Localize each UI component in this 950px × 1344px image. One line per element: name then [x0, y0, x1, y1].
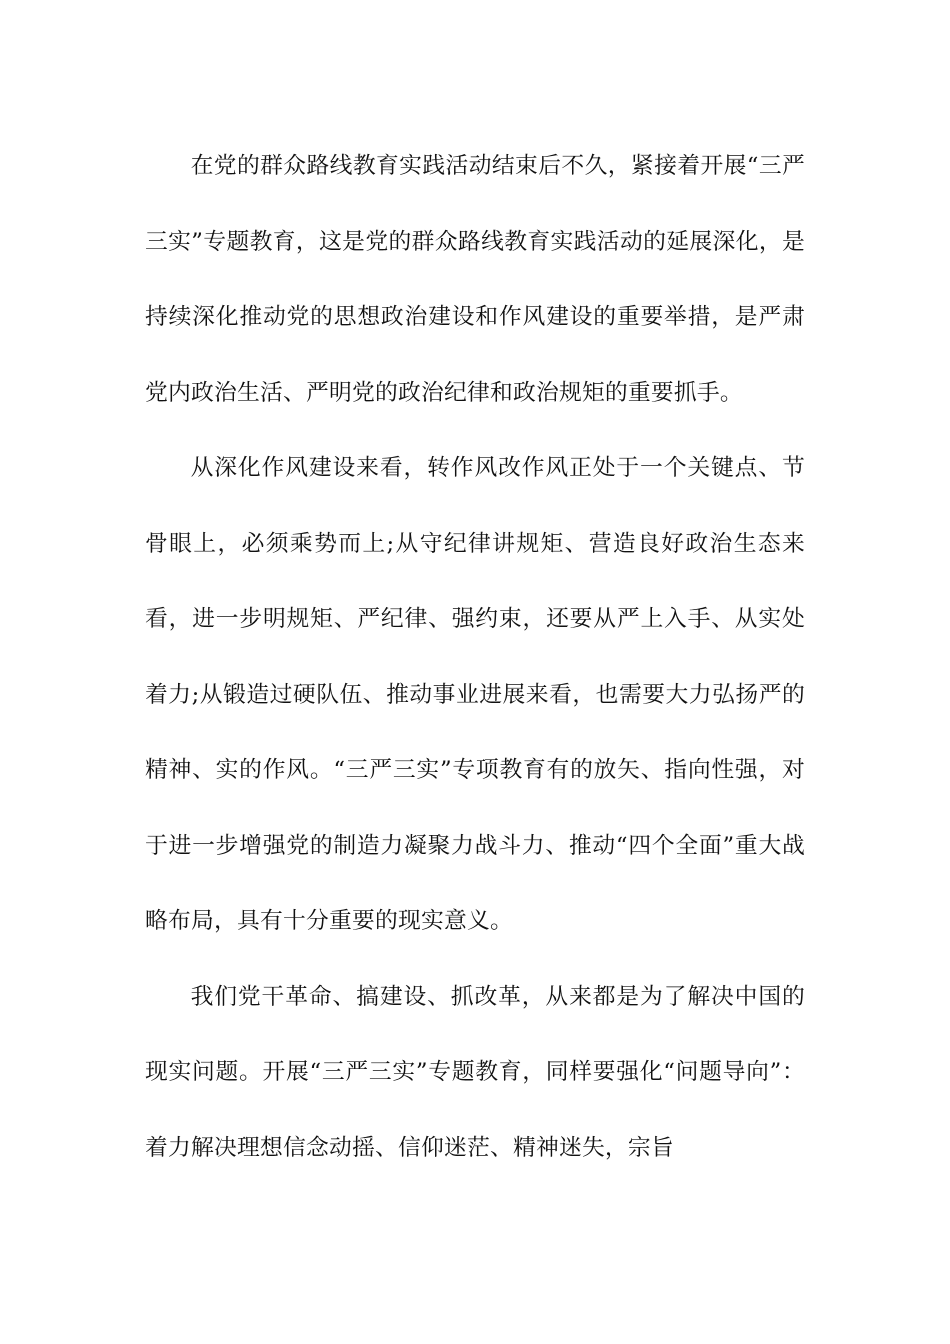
paragraph-3: 我们党干革命、搞建设、抓改革，从来都是为了解决中国的现实问题。开展“三严三实”专题教育，同样要强化“问题导向”：着力解决理想信念动摇、信仰迷茫、精神迷失，宗旨 — [145, 983, 805, 1161]
paragraph-1: 在党的群众路线教育实践活动结束后不久，紧接着开展“三严三实”专题教育，这是党的群众路线教育实践活动的延展深化，是持续深化推动党的思想政治建设和作风建设的重要举措，是严肃党内政治生活、严明党的政治纪律和政治规矩的重要抓手。 — [145, 153, 805, 406]
document-body — [145, 129, 805, 1186]
paragraph-2: 从深化作风建设来看，转作风改作风正处于一个关键点、节骨眼上，必须乘势而上;从守纪律讲规矩、营造良好政治生态来看，进一步明规矩、严纪律、强约束，还要从严上入手、从实处着力;从锻造过硬队伍、推动事业进展来看，也需要大力弘扬严的精神、实的作风。“三严三实”专项教育有的放矢、指向性强，对于进一步增强党的制造力凝聚力战斗力、推动“四个全面”重大战略布局，具有十分重要的现实意义。 — [145, 455, 805, 934]
